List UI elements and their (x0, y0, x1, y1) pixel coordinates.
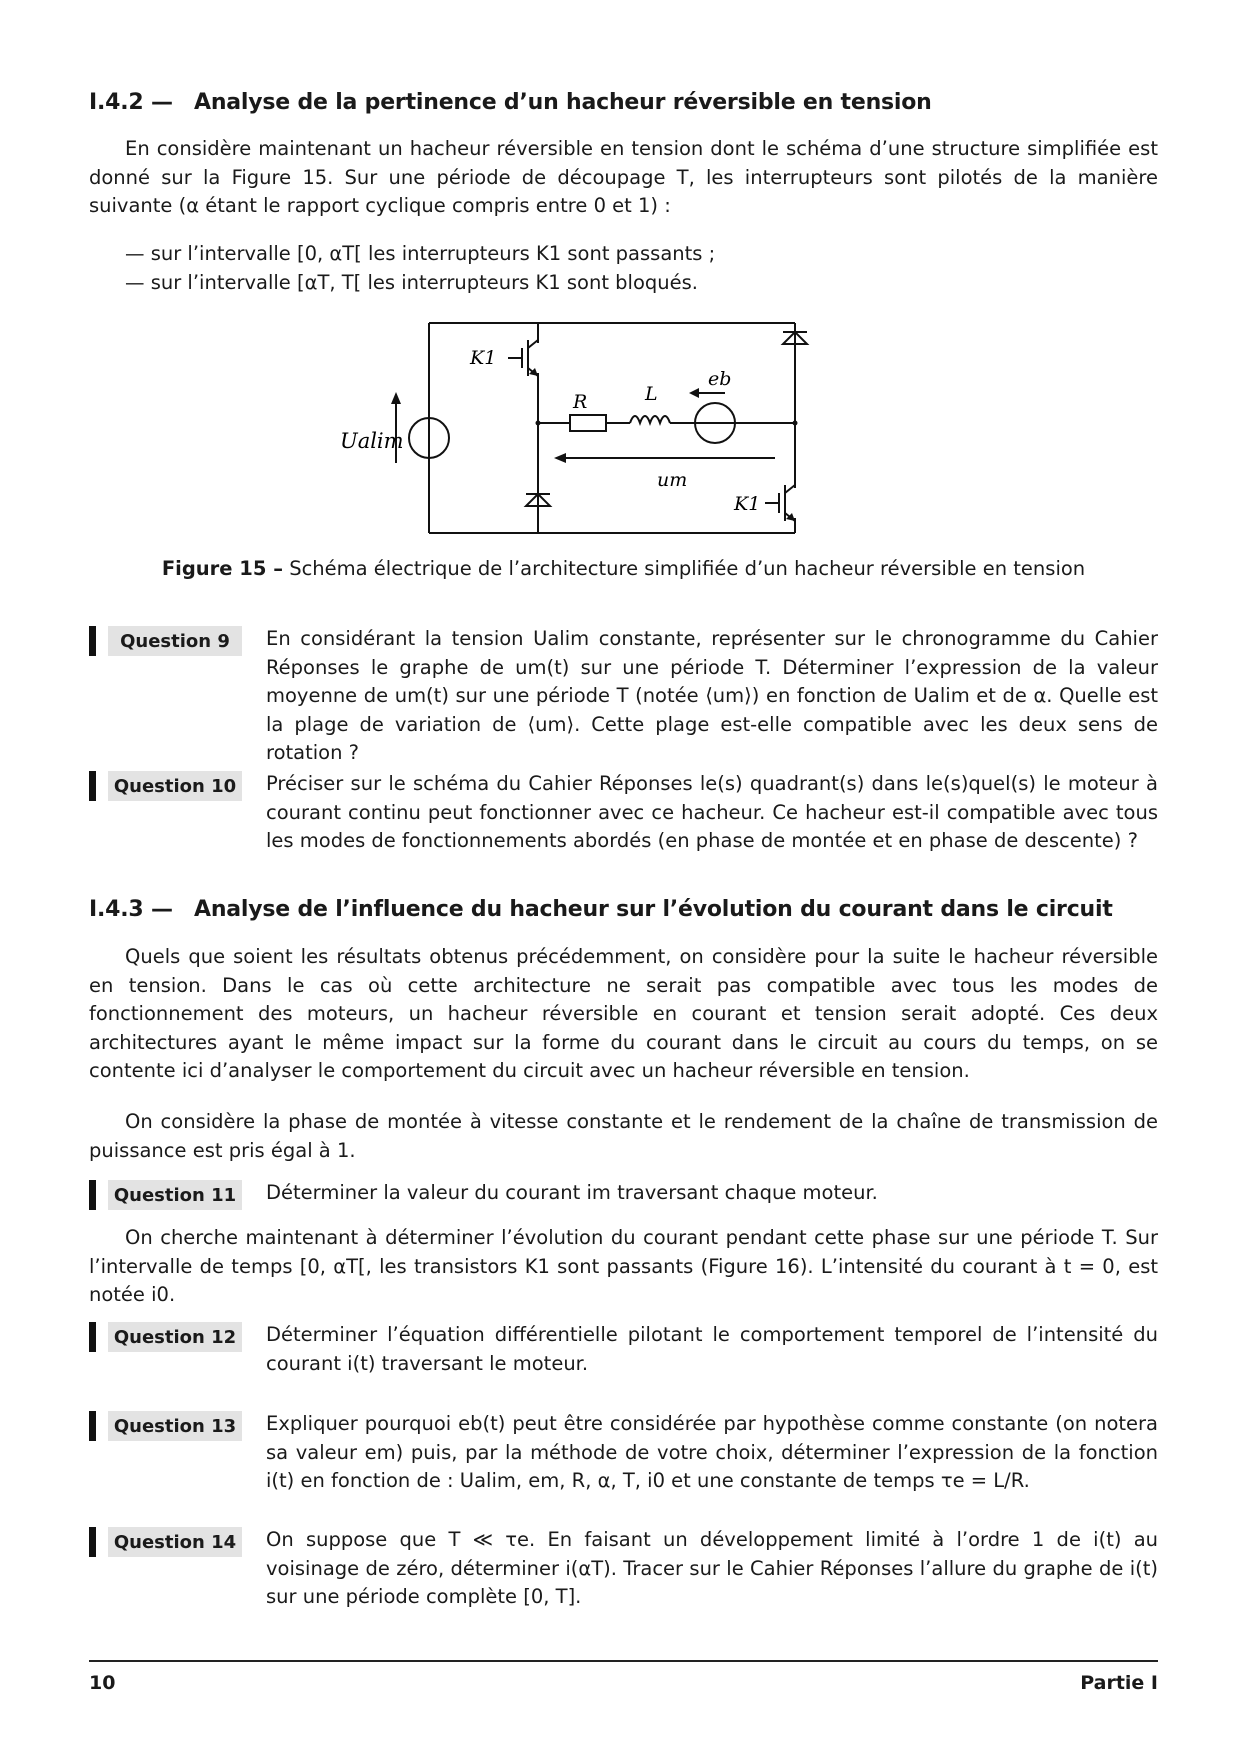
question-text: Déterminer la valeur du courant im traversant chaque moteur. (266, 1181, 878, 1204)
section-title: Analyse de l’influence du hacheur sur l’évolution du courant dans le circuit (194, 897, 1113, 922)
eb-label: eb (708, 368, 732, 390)
question-tag (89, 771, 242, 801)
question-text: On suppose que T ≪ τe. En faisant un développement limité à l’ordre 1 de i(t) au voisinage de zéro, déterminer i(αT). Tracer sur le Cahier Réponses l’allure du graphe de i(t) sur une période complète [0, T]. (266, 1528, 1158, 1608)
question-tag (89, 626, 242, 656)
inductor-symbol (630, 416, 670, 423)
question-bar (89, 1527, 96, 1557)
section-number: I.4.2 — (89, 90, 173, 115)
list-item: — sur l’intervalle [0, αT[ les interrupteurs K1 sont passants ; (125, 242, 716, 265)
paragraph: On cherche maintenant à déterminer l’évolution du courant pendant cette phase sur une période T. Sur l’intervalle de temps [0, αT[, les transistors K1 sont passants (Figure 16). L’intensité du courant à t = 0, est notée i0. (89, 1226, 1158, 1306)
question-bar (89, 771, 96, 801)
paragraph: Quels que soient les résultats obtenus précédemment, on considère pour la suite le hacheur réversible en tension. Dans le cas où cette architecture ne serait pas compatible avec tous les modes de fonctionnement des moteurs, un hacheur réversible en courant et tension serait adopté. Ces deux architectures ayant le même impact sur la forme du courant dans le circuit au cours du temps, on se contente ici d’analyser le comportement du circuit avec un hacheur réversible en tension. (89, 945, 1158, 1082)
question-bar (89, 1180, 96, 1210)
chopper-circuit-diagram (330, 318, 830, 538)
figure-caption-label: Figure 15 – (161, 557, 283, 580)
question-text: Déterminer l’équation différentielle pilotant le comportement temporel de l’intensité du courant i(t) traversant le moteur. (266, 1323, 1158, 1375)
list-item: — sur l’intervalle [αT, T[ les interrupteurs K1 sont bloqués. (125, 270, 698, 294)
question-tag (89, 1527, 242, 1557)
um-label: um (657, 469, 688, 491)
question-tag (89, 1322, 242, 1352)
k1-top-label: K1 (470, 347, 497, 369)
question-label: Question 11 (108, 1180, 242, 1210)
paragraph: On considère la phase de montée à vitesse constante et le rendement de la chaîne de transmission de puissance est pris égal à 1. (89, 1110, 1158, 1162)
part-label: Partie I (1080, 1672, 1158, 1694)
interval-list (89, 240, 1158, 297)
resistor-label: R (573, 391, 588, 413)
question-label: Question 12 (108, 1322, 242, 1352)
page-number: 10 (89, 1672, 116, 1694)
intro-paragraph: En considère maintenant un hacheur réversible en tension dont le schéma d’une structure simplifiée est donné sur la Figure 15. Sur une période de découpage T, les interrupteurs sont pilotés de la manière suivante (α étant le rapport cyclique compris entre 0 et 1) : (89, 137, 1158, 217)
question-bar (89, 1411, 96, 1441)
question-tag (89, 1411, 242, 1441)
inductor-label: L (645, 383, 658, 405)
question-text: Expliquer pourquoi eb(t) peut être considérée par hypothèse comme constante (on notera sa valeur em) puis, par la méthode de votre choix, déterminer l’expression de la fonction i(t) en fonction de : Ualim, em, R, α, T, i0 et une constante de temps τe = L/R. (266, 1412, 1158, 1492)
ualim-label: Ualim (340, 429, 404, 453)
figure-caption-text: Schéma électrique de l’architecture simplifiée d’un hacheur réversible en tension (289, 557, 1086, 580)
resistor-symbol (570, 415, 606, 431)
section-number: I.4.3 — (89, 897, 173, 922)
question-label: Question 14 (108, 1527, 242, 1557)
k1-bottom-label: K1 (734, 493, 761, 515)
section-heading-442 (89, 90, 1158, 115)
question-text: En considérant la tension Ualim constante, représenter sur le chronogramme du Cahier Réponses le graphe de um(t) sur une période T. Déterminer l’expression de la valeur moyenne de um(t) sur une période T (notée ⟨um⟩) en fonction de Ualim et de α. Quelle est la plage de variation de ⟨um⟩. Cette plage est-elle compatible avec les deux sens de rotation ? (266, 627, 1158, 764)
section-heading-443 (89, 897, 1158, 922)
figure-caption (89, 557, 1158, 580)
question-label: Question 10 (108, 771, 242, 801)
section-title: Analyse de la pertinence d’un hacheur réversible en tension (194, 90, 932, 115)
footer-rule (89, 1660, 1158, 1662)
question-bar (89, 626, 96, 656)
question-label: Question 13 (108, 1411, 242, 1441)
question-label: Question 9 (108, 626, 242, 656)
question-tag (89, 1180, 242, 1210)
question-text: Préciser sur le schéma du Cahier Réponses le(s) quadrant(s) dans le(s)quel(s) le moteur à courant continu peut fonctionner avec ce hacheur. Ce hacheur est-il compatible avec tous les modes de fonctionnements abordés (en phase de montée et en phase de descente) ? (266, 772, 1158, 852)
question-bar (89, 1322, 96, 1352)
